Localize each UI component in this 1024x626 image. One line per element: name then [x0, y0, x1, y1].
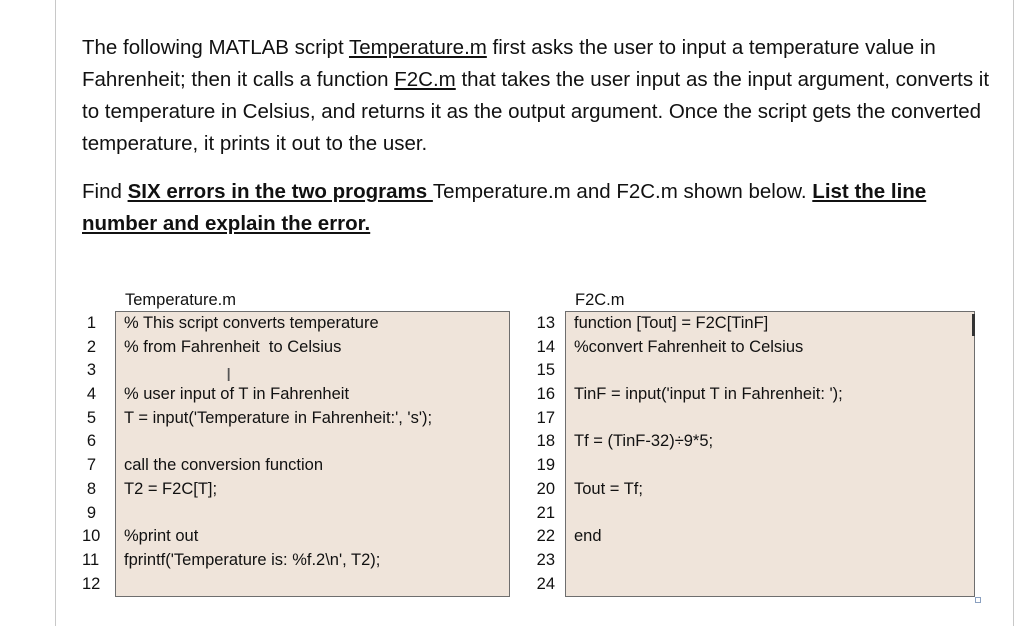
line-number: 9	[86, 503, 96, 522]
line-number: 24	[536, 574, 555, 593]
resize-handle[interactable]	[975, 597, 981, 603]
line-number: 21	[536, 503, 555, 522]
task-bold-2: List the line number and explain the error.	[82, 180, 927, 235]
code-line: TinF = input('input T in Fahrenheit: ');	[574, 385, 843, 404]
intro-text-1: The following MATLAB script	[82, 36, 349, 59]
right-code-box[interactable]	[565, 311, 975, 597]
line-number: 17	[536, 408, 555, 427]
code-line	[566, 454, 974, 478]
intro-paragraph	[82, 32, 997, 160]
code-line: call the conversion function	[124, 456, 324, 475]
code-line	[566, 573, 974, 597]
code-line: T2 = F2C[T];	[124, 479, 218, 498]
right-line-numbers	[528, 312, 555, 596]
page-border-right	[1013, 0, 1014, 626]
code-line	[566, 359, 974, 383]
right-code-title: F2C.m	[575, 291, 625, 309]
code-line	[566, 502, 974, 526]
ibeam-cursor-icon: I	[226, 365, 232, 386]
code-line: Tout = Tf;	[574, 479, 643, 498]
line-number: 11	[82, 550, 100, 569]
task-bold-1: SIX errors in the two programs	[127, 180, 433, 203]
line-number: 15	[536, 361, 555, 380]
line-number: 20	[536, 479, 555, 498]
line-number: 13	[536, 314, 555, 332]
line-number: 7	[86, 456, 96, 475]
script-name-link[interactable]: Temperature.m	[348, 36, 487, 59]
code-line	[566, 407, 974, 431]
code-line	[116, 502, 509, 526]
line-number: 14	[536, 337, 555, 356]
code-line	[116, 430, 509, 454]
task-paragraph	[82, 176, 997, 240]
code-line: %print out	[124, 527, 199, 546]
left-code-title: Temperature.m	[125, 291, 236, 309]
line-number: 12	[82, 574, 101, 593]
code-line: % user input of T in Fahrenheit	[124, 385, 350, 404]
line-number: 4	[86, 385, 96, 404]
intro-text-2: first asks the user to input a temperature value in Fahrenheit; then it calls a function	[82, 36, 936, 91]
line-number: 10	[82, 527, 101, 546]
page-border-left	[55, 0, 56, 626]
line-number: 1	[86, 314, 96, 332]
text-cursor	[972, 314, 975, 336]
function-name-link[interactable]: F2C.m	[394, 68, 456, 91]
code-line: % from Fahrenheit to Celsius	[124, 337, 342, 356]
line-number: 16	[536, 385, 555, 404]
code-line	[566, 549, 974, 573]
code-line: %convert Fahrenheit to Celsius	[574, 337, 804, 356]
task-text-1: Find	[82, 180, 128, 203]
line-number: 6	[86, 432, 96, 451]
code-line: function [Tout] = F2C[TinF]	[574, 314, 769, 332]
code-line	[116, 359, 509, 383]
code-line	[116, 573, 509, 597]
left-code-box[interactable]	[115, 311, 510, 597]
code-line: fprintf('Temperature is: %f.2\n', T2);	[124, 550, 381, 569]
intro-text-3: that takes the user input as the input argument, converts it to temperature in Celsius, and returns it as the output argument. Once the script gets the converted temperature, it prints it out to the user.	[82, 68, 990, 155]
line-number: 3	[86, 361, 96, 380]
line-number: 19	[536, 456, 555, 475]
code-line: Tf = (TinF-32)÷9*5;	[574, 432, 714, 451]
line-number: 18	[536, 432, 555, 451]
task-text-2: Temperature.m and F2C.m shown below.	[432, 180, 813, 203]
code-line: % This script converts temperature	[124, 314, 379, 332]
code-line: T = input('Temperature in Fahrenheit:', 's');	[124, 408, 433, 427]
left-line-numbers	[82, 312, 101, 596]
line-number: 8	[86, 479, 96, 498]
line-number: 23	[536, 550, 555, 569]
line-number: 2	[86, 337, 96, 356]
line-number: 5	[86, 408, 96, 427]
line-number: 22	[536, 527, 555, 546]
code-line: end	[574, 527, 602, 546]
